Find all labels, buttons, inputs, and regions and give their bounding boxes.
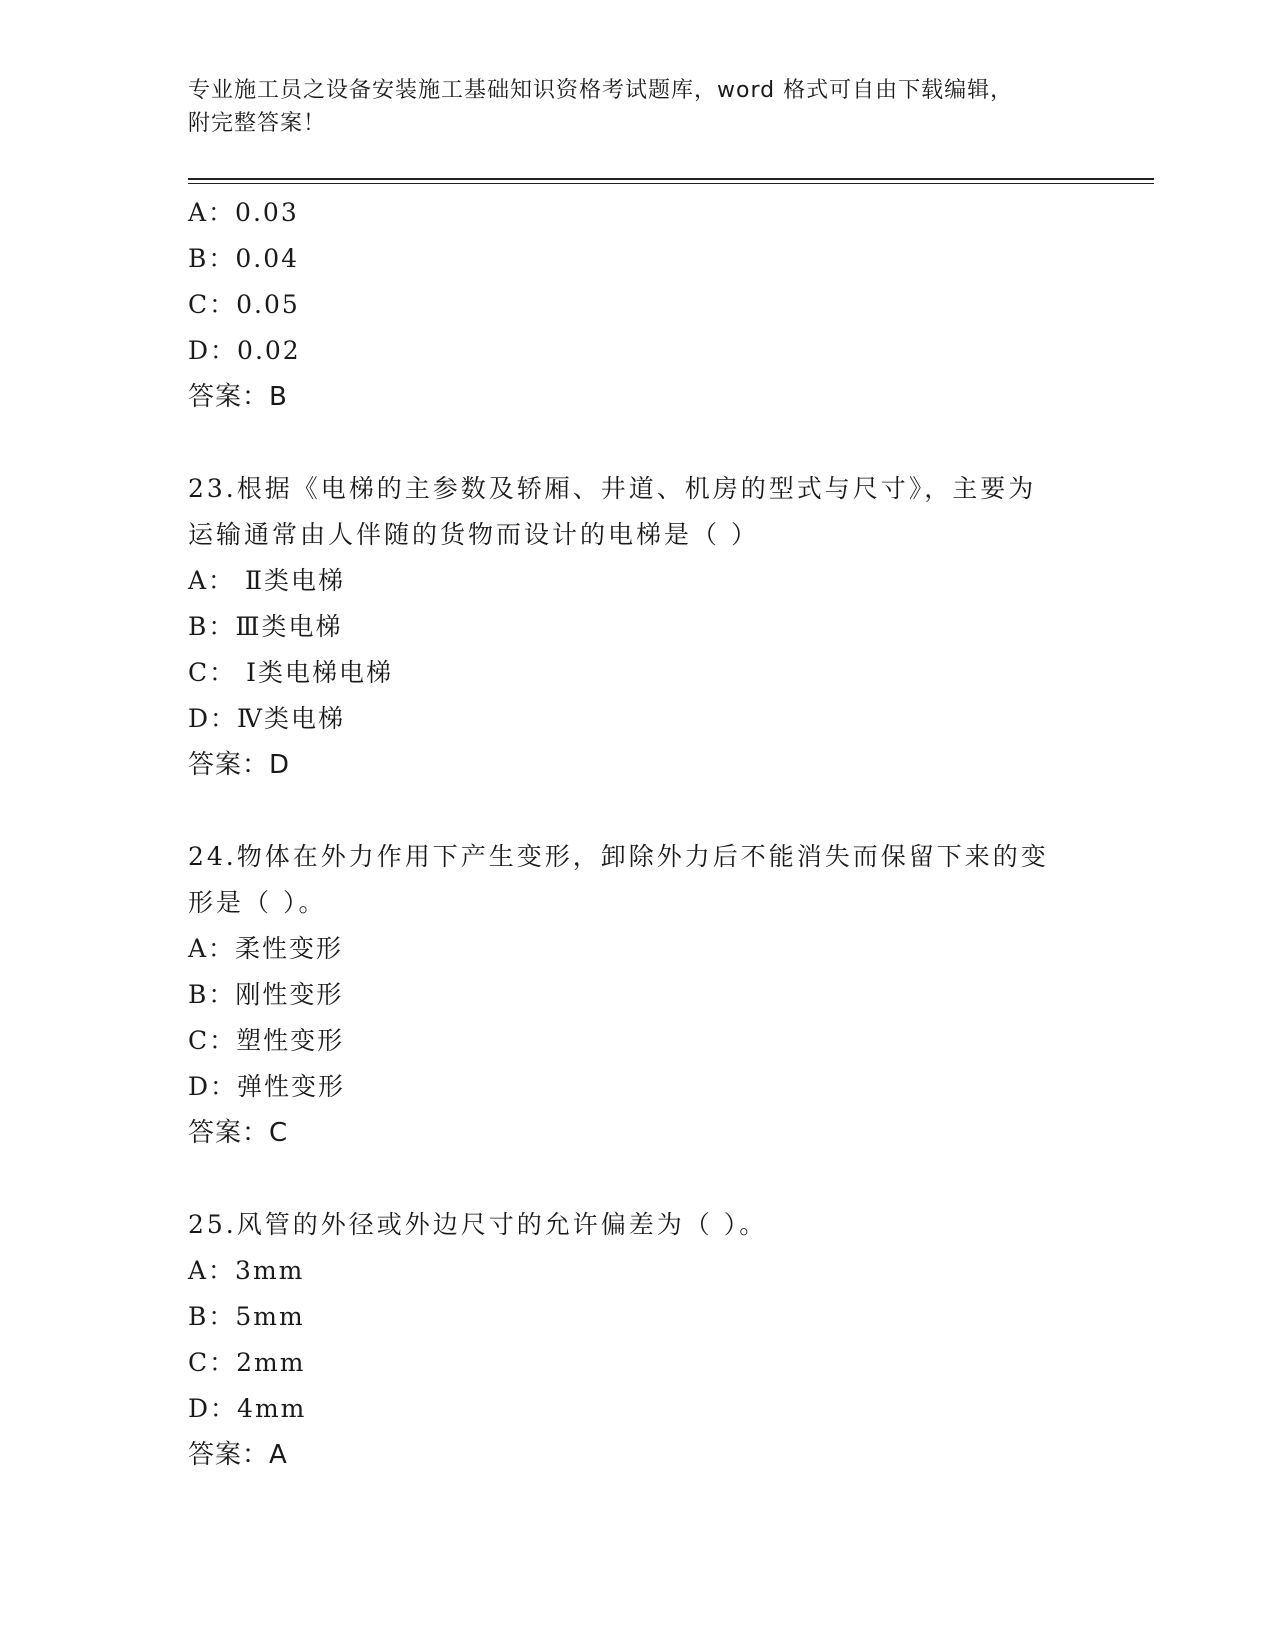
question-stem-line: 23.根据《电梯的主参数及轿厢、井道、机房的型式与尺寸》，主要为 xyxy=(188,474,1037,503)
question-spacer xyxy=(188,1156,1088,1202)
document-header xyxy=(188,74,1068,140)
question-stem-line: 24.物体在外力作用下产生变形，卸除外力后不能消失而保留下来的变 xyxy=(188,842,1049,871)
question-list xyxy=(188,190,1088,1478)
option-c: C：0.05 xyxy=(188,290,300,319)
option-d: D：4mm xyxy=(188,1394,307,1423)
option-c: C：塑性变形 xyxy=(188,1026,345,1055)
option-d: D：0.02 xyxy=(188,336,301,365)
option-c: C： Ⅰ类电梯电梯 xyxy=(188,658,393,687)
option-a: A： Ⅱ类电梯 xyxy=(188,566,345,595)
header-divider-thick xyxy=(188,178,1154,180)
option-b: B：Ⅲ类电梯 xyxy=(188,612,343,641)
option-b: B：刚性变形 xyxy=(188,980,344,1009)
header-line-2: 附完整答案！ xyxy=(188,111,327,136)
header-line-1: 专业施工员之设备安装施工基础知识资格考试题库，word 格式可自由下载编辑， xyxy=(188,78,1014,103)
option-d: D：弹性变形 xyxy=(188,1072,346,1101)
option-b: B：5mm xyxy=(188,1302,305,1331)
question-25 xyxy=(188,1202,1088,1478)
header-divider-thin xyxy=(188,183,1154,184)
question-spacer xyxy=(188,420,1088,466)
question-spacer xyxy=(188,788,1088,834)
option-a: A：3mm xyxy=(188,1256,305,1285)
option-d: D：Ⅳ类电梯 xyxy=(188,704,346,733)
answer-line: 答案：C xyxy=(188,1118,289,1148)
question-stem-line: 25.风管的外径或外边尺寸的允许偏差为（ ）。 xyxy=(188,1210,768,1239)
question-stem-line: 形是（ ）。 xyxy=(188,888,327,917)
answer-line: 答案：D xyxy=(188,750,291,780)
question-22 xyxy=(188,190,1088,420)
option-a: A：0.03 xyxy=(188,198,299,227)
question-24 xyxy=(188,834,1088,1156)
option-a: A：柔性变形 xyxy=(188,934,344,963)
question-23 xyxy=(188,466,1088,788)
option-b: B：0.04 xyxy=(188,244,300,273)
answer-line: 答案：B xyxy=(188,382,288,412)
question-stem-line: 运输通常由人伴随的货物而设计的电梯是（ ） xyxy=(188,520,759,549)
answer-line: 答案：A xyxy=(188,1440,288,1470)
option-c: C：2mm xyxy=(188,1348,306,1377)
